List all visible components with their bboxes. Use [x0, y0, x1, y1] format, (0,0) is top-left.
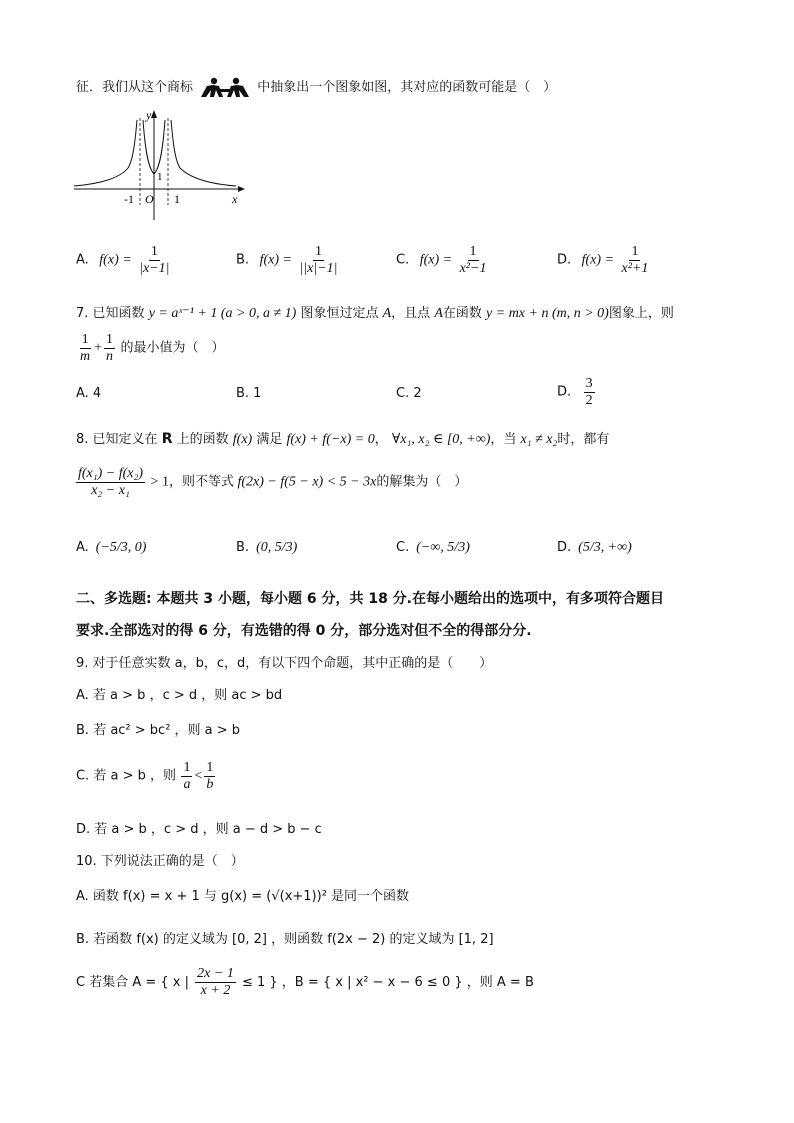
graph-one-label: 1 — [157, 171, 163, 183]
q9-option-c: C. 若 a > b ，则 $\frac{1}{a}$ < $\frac{1}{b}$ — [76, 760, 214, 792]
q8-option-d: D. (5/3, +∞) — [557, 540, 632, 555]
graph-pos1-label: 1 — [174, 192, 180, 206]
q7-option-c: C. 2 — [396, 386, 422, 401]
q8-stem: 8. 已知定义在 R 上的函数 f(x) 满足 f(x) + f(−x) = 0， ∀x₁, x₂ ∈ [0, +∞)，当 x₁ ≠ x₂时，都有 — [76, 431, 610, 447]
q10-option-b: B. 若函数 f(x) 的定义域为 [0, 2] ，则函数 f(2x − 2) 的定义域为 [1, 2] — [76, 932, 494, 947]
q8-condition: $\frac{\text{f(x₁) − f(x₂)}}{\text{x₂ − x₁}}$ > 1，则不等式 f(2x) − f(5 − x) < 5 − 3x的解集为（ ） — [78, 466, 468, 498]
q9-option-d: D. 若 a > b ，c > d ，则 a − d > b − c — [76, 822, 322, 837]
graph-neg1-label: -1 — [124, 192, 134, 206]
kappa-logo-icon — [199, 77, 251, 99]
q8-option-b: B. (0, 5/3) — [236, 540, 298, 555]
graph-origin-label: O — [145, 192, 154, 206]
q6-option-c: C. f(x) = $\frac{1}{\text{x²−1}}$ — [396, 244, 487, 276]
q9-option-a: A. 若 a > b ，c > d ，则 ac > bd — [76, 688, 283, 703]
q7-stem: 7. 已知函数 y = aˣ⁻¹ + 1 (a > 0, a ≠ 1) 图象恒过定点 A，且点 A在函数 y = mx + n (m, n > 0)图象上，则 — [76, 306, 674, 321]
q6-graph — [70, 108, 250, 227]
q10-option-c: C 若集合 A = { x | $\frac{2x - 1}{x + 2}$ ≤ 1 } ，B = { x | x² − x − 6 ≤ 0 } ，则 A = B — [76, 966, 534, 998]
q6-intro-a: 征．我们从这个商标 — [76, 80, 194, 95]
q7-option-b: B. 1 — [236, 386, 262, 401]
graph-x-label: x — [232, 192, 238, 206]
q7-expr: $\frac{1}{m}$ + $\frac{1}{n}$ 的最小值为（ ） — [80, 332, 225, 364]
q9-stem: 9. 对于任意实数 a，b，c，d，有以下四个命题，其中正确的是（ ） — [76, 656, 493, 671]
q9-option-b: B. 若 ac² > bc² ，则 a > b — [76, 723, 241, 738]
q10-stem: 10. 下列说法正确的是（ ） — [76, 854, 244, 869]
q6-option-a: A. f(x) = $\frac{1}{|x-1|}$ — [76, 244, 170, 276]
q6-intro-b: 中抽象出一个图象如图，其对应的函数可能是（ ） — [257, 80, 557, 95]
q8-option-a: A. (−5/3, 0) — [76, 540, 147, 555]
q8-option-c: C. (−∞, 5/3) — [396, 540, 470, 555]
section-2-heading-line2: 要求.全部选对的得 6 分，有选错的得 0 分，部分选对但不全的得部分分. — [76, 623, 532, 639]
graph-y-label: y — [146, 108, 152, 122]
q7-option-a: A. 4 — [76, 386, 102, 401]
q6-intro — [76, 76, 556, 99]
q10-option-a: A. 函数 f(x) = x + 1 与 g(x) = (√(x+1))² 是同一个函数 — [76, 889, 410, 904]
q6-option-b: B. f(x) = $\frac{1}{||x|-1|}$ — [236, 244, 338, 276]
q6-option-d: D. f(x) = $\frac{1}{\text{x²+1}}$ — [557, 244, 649, 276]
q7-option-d: D. $\frac{3}{2}$ — [557, 376, 593, 408]
section-2-heading-line1: 二、多选题: 本题共 3 小题，每小题 6 分，共 18 分.在每小题给出的选项中，有多项符合题目 — [76, 591, 664, 607]
